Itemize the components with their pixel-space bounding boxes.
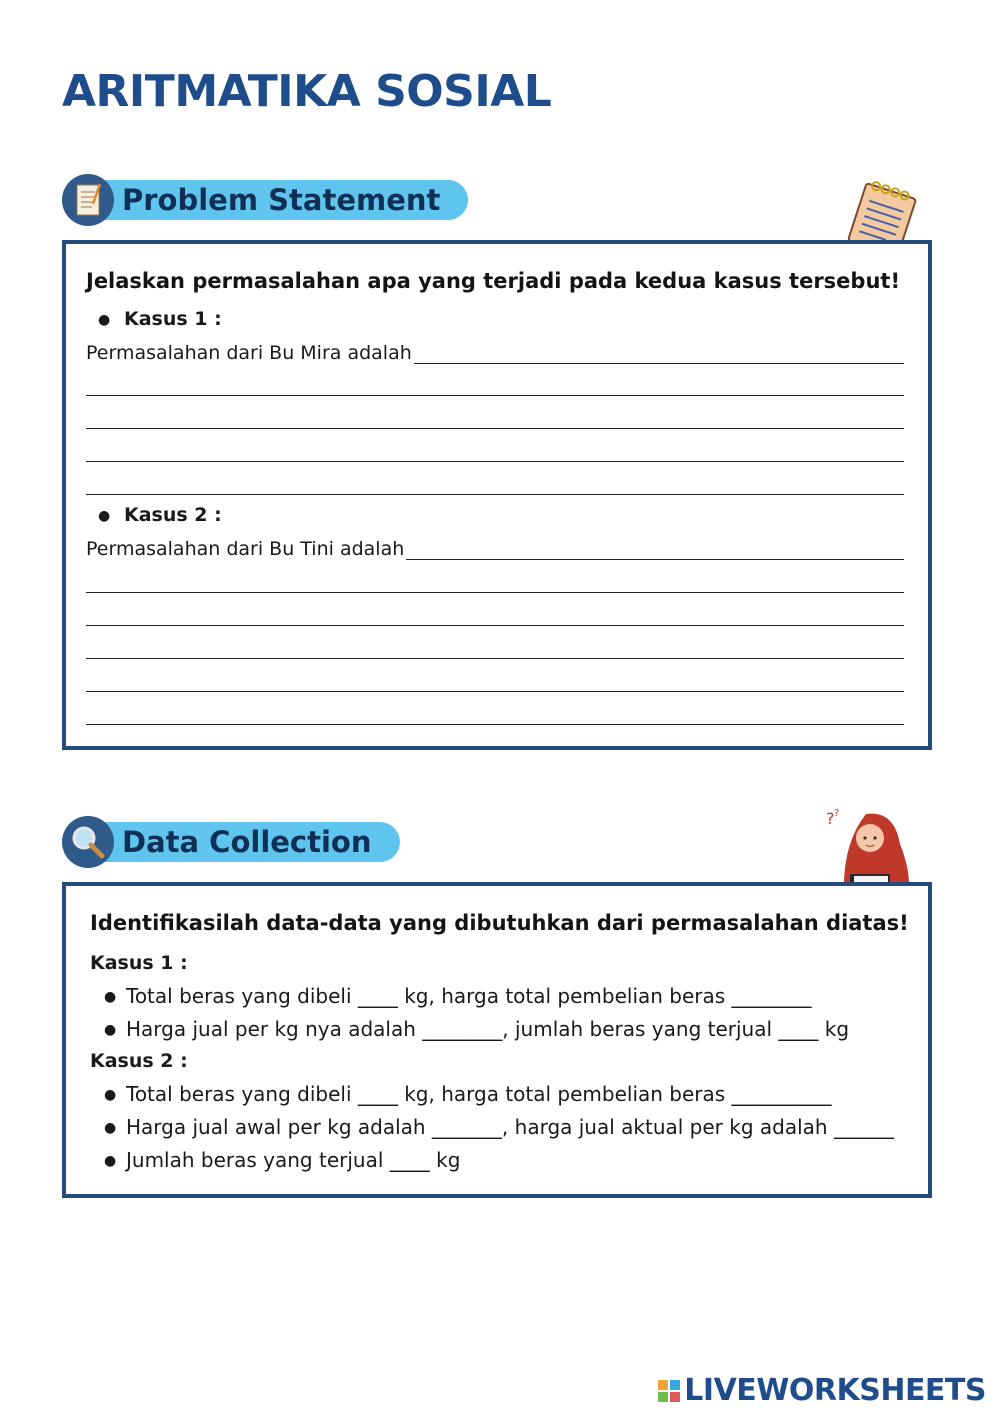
magnifier-badge-icon — [62, 816, 114, 868]
problem-statement-heading: Problem Statement — [122, 183, 441, 217]
bullet-icon: ● — [104, 1120, 117, 1136]
answer-line[interactable] — [86, 494, 904, 495]
kasus1-prompt: Permasalahan dari Bu Mira adalah — [86, 342, 412, 364]
problem-statement-pill — [86, 180, 468, 220]
answer-blank[interactable] — [406, 537, 904, 560]
data-kasus1-label: Kasus 1 : — [90, 952, 188, 974]
bullet-icon: ● — [104, 989, 117, 1005]
kasus1-answer-line[interactable] — [86, 338, 904, 364]
problem-question: Jelaskan permasalahan apa yang terjadi pada kedua kasus tersebut! — [86, 269, 901, 293]
answer-line[interactable] — [86, 625, 904, 626]
data-kasus2-item[interactable]: Jumlah beras yang terjual ____ kg — [126, 1148, 461, 1172]
data-collection-box — [62, 882, 932, 1198]
data-kasus2-label: Kasus 2 : — [90, 1050, 188, 1072]
problem-statement-box — [62, 240, 932, 750]
bullet-icon: ● — [98, 312, 111, 328]
data-kasus1-item[interactable]: Total beras yang dibeli ____ kg, harga total pembelian beras ________ — [126, 984, 812, 1008]
answer-line[interactable] — [86, 395, 904, 396]
kasus1-label: Kasus 1 : — [124, 308, 222, 330]
data-kasus2-item[interactable]: Total beras yang dibeli ____ kg, harga total pembelian beras __________ — [126, 1082, 832, 1106]
page-title: ARITMATIKA SOSIAL — [62, 66, 552, 117]
answer-blank[interactable] — [414, 341, 904, 364]
bullet-icon: ● — [98, 508, 111, 524]
kasus2-answer-line[interactable] — [86, 534, 904, 560]
data-question: Identifikasilah data-data yang dibutuhkan dari permasalahan diatas! — [90, 911, 909, 935]
answer-line[interactable] — [86, 691, 904, 692]
svg-text:?: ? — [834, 808, 840, 819]
data-collection-heading: Data Collection — [122, 825, 372, 859]
brand-name: LIVEWORKSHEETS — [684, 1373, 986, 1408]
bullet-icon: ● — [104, 1087, 117, 1103]
answer-line[interactable] — [86, 724, 904, 725]
bullet-icon: ● — [104, 1022, 117, 1038]
liveworksheets-logo-icon — [658, 1380, 680, 1402]
data-kasus1-item[interactable]: Harga jual per kg nya adalah ________, jumlah beras yang terjual ____ kg — [126, 1017, 850, 1041]
answer-line[interactable] — [86, 658, 904, 659]
answer-line[interactable] — [86, 461, 904, 462]
liveworksheets-brand[interactable] — [658, 1373, 986, 1408]
notebook-badge-icon — [62, 174, 114, 226]
data-collection-pill — [86, 822, 400, 862]
answer-line[interactable] — [86, 592, 904, 593]
kasus2-label: Kasus 2 : — [124, 504, 222, 526]
svg-text:?: ? — [826, 809, 835, 828]
kasus2-prompt: Permasalahan dari Bu Tini adalah — [86, 538, 405, 560]
answer-line[interactable] — [86, 428, 904, 429]
data-kasus2-item[interactable]: Harga jual awal per kg adalah _______, harga jual aktual per kg adalah ______ — [126, 1115, 894, 1139]
bullet-icon: ● — [104, 1153, 117, 1169]
